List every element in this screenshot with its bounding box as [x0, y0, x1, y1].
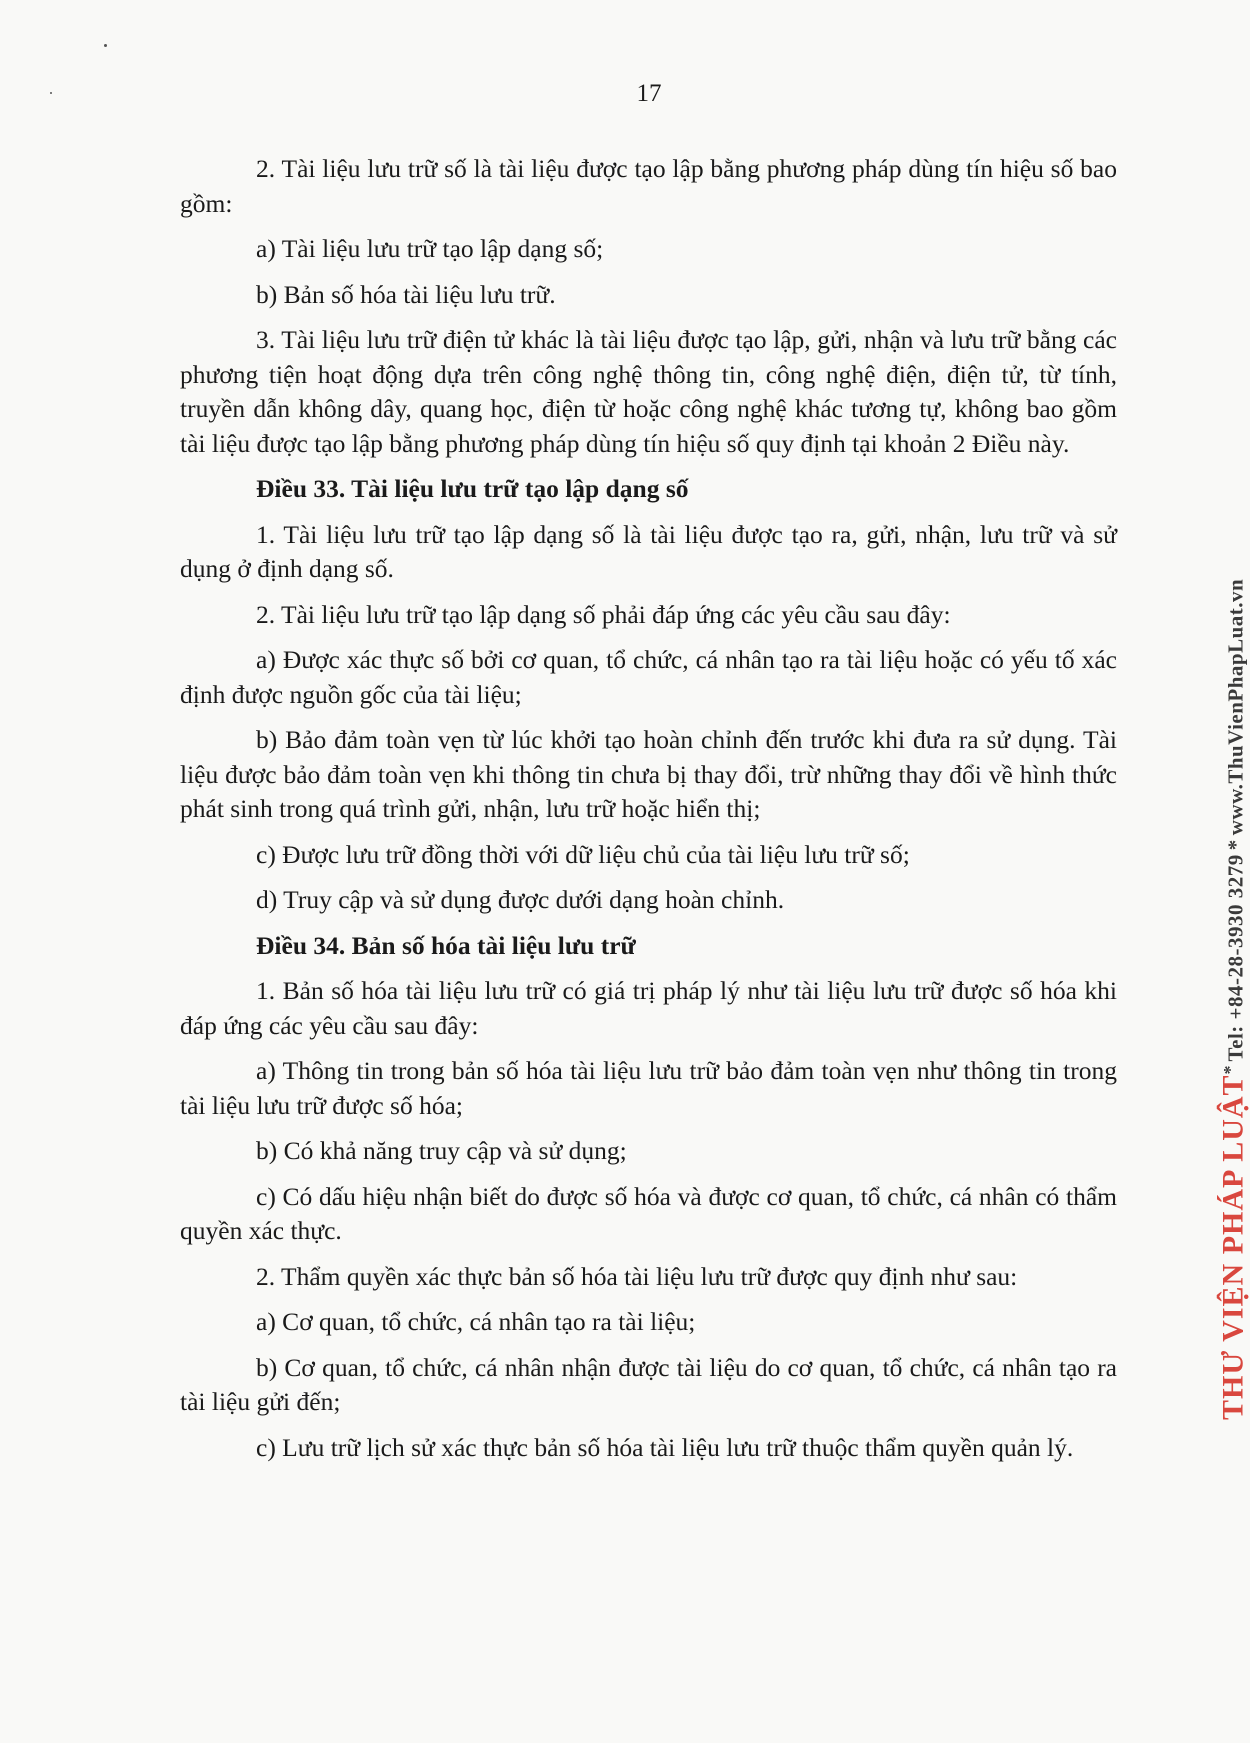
- paragraph: c) Được lưu trữ đồng thời với dữ liệu chủ của tài liệu lưu trữ số;: [256, 839, 910, 869]
- watermark: [1212, 340, 1250, 1420]
- paragraph: 1. Bản số hóa tài liệu lưu trữ có giá trị pháp lý như tài liệu lưu trữ được số hóa khi đáp ứng các yêu cầu sau đây:: [180, 976, 1117, 1040]
- page-number: 17: [636, 80, 662, 107]
- paragraph: a) Được xác thực số bởi cơ quan, tổ chức, cá nhân tạo ra tài liệu hoặc có yếu tố xác định được nguồn gốc của tài liệu;: [180, 645, 1117, 709]
- paragraph: 1. Tài liệu lưu trữ tạo lập dạng số là tài liệu được tạo ra, gửi, nhận, lưu trữ và sử dụng ở định dạng số.: [180, 519, 1117, 583]
- document-body: [180, 152, 1117, 1476]
- watermark-separator: *: [1220, 1065, 1240, 1075]
- article-heading: Điều 33. Tài liệu lưu trữ tạo lập dạng số: [256, 474, 689, 503]
- watermark-phone: Tel: +84-28-3930 3279: [1223, 854, 1248, 1062]
- paragraph: c) Lưu trữ lịch sử xác thực bản số hóa tài liệu lưu trữ thuộc thẩm quyền quản lý.: [256, 1432, 1074, 1462]
- paragraph: 2. Tài liệu lưu trữ tạo lập dạng số phải đáp ứng các yêu cầu sau đây:: [256, 599, 951, 629]
- paragraph: b) Bản số hóa tài liệu lưu trữ.: [256, 279, 556, 309]
- paragraph: b) Cơ quan, tổ chức, cá nhân nhận được tài liệu do cơ quan, tổ chức, cá nhân tạo ra tài liệu gửi đến;: [180, 1352, 1117, 1416]
- paragraph: c) Có dấu hiệu nhận biết do được số hóa và được cơ quan, tổ chức, cá nhân có thẩm quyền xác thực.: [180, 1181, 1117, 1245]
- scan-speck: [104, 44, 107, 47]
- paragraph: a) Tài liệu lưu trữ tạo lập dạng số;: [256, 234, 604, 263]
- paragraph: b) Có khả năng truy cập và sử dụng;: [256, 1136, 627, 1165]
- watermark-separator: *: [1223, 839, 1248, 851]
- paragraph: b) Bảo đảm toàn vẹn từ lúc khởi tạo hoàn chỉnh đến trước khi đưa ra sử dụng. Tài liệu được bảo đảm toàn vẹn khi thông tin chưa bị thay đổi, trừ những thay đổi về hình thức phát sinh trong quá trình gửi, nhận, lưu trữ hoặc hiển thị;: [180, 725, 1117, 823]
- paragraph: 3. Tài liệu lưu trữ điện tử khác là tài liệu được tạo lập, gửi, nhận và lưu trữ bằng các phương tiện hoạt động dựa trên công nghệ thông tin, công nghệ điện, điện tử, từ tính, truyền dẫn không dây, quang học, điện từ hoặc công nghệ khác tương tự, không bao gồm tài liệu được tạo lập bằng phương pháp dùng tín hiệu số quy định tại khoản 2 Điều này.: [180, 325, 1117, 458]
- paragraph: 2. Tài liệu lưu trữ số là tài liệu được tạo lập bằng phương pháp dùng tín hiệu số bao gồm:: [180, 154, 1117, 218]
- watermark-website: www.ThuVienPhapLuat.vn: [1223, 578, 1248, 836]
- watermark-brand: THƯ VIỆN PHÁP LUẬT: [1216, 1074, 1250, 1420]
- paragraph: a) Cơ quan, tổ chức, cá nhân tạo ra tài liệu;: [256, 1307, 696, 1336]
- paragraph: 2. Thẩm quyền xác thực bản số hóa tài liệu lưu trữ được quy định như sau:: [256, 1261, 1018, 1291]
- article-heading: Điều 34. Bản số hóa tài liệu lưu trữ: [256, 930, 636, 960]
- paragraph: d) Truy cập và sử dụng được dưới dạng hoàn chỉnh.: [256, 885, 785, 914]
- paragraph: a) Thông tin trong bản số hóa tài liệu lưu trữ bảo đảm toàn vẹn như thông tin trong tài liệu lưu trữ được số hóa;: [180, 1056, 1117, 1120]
